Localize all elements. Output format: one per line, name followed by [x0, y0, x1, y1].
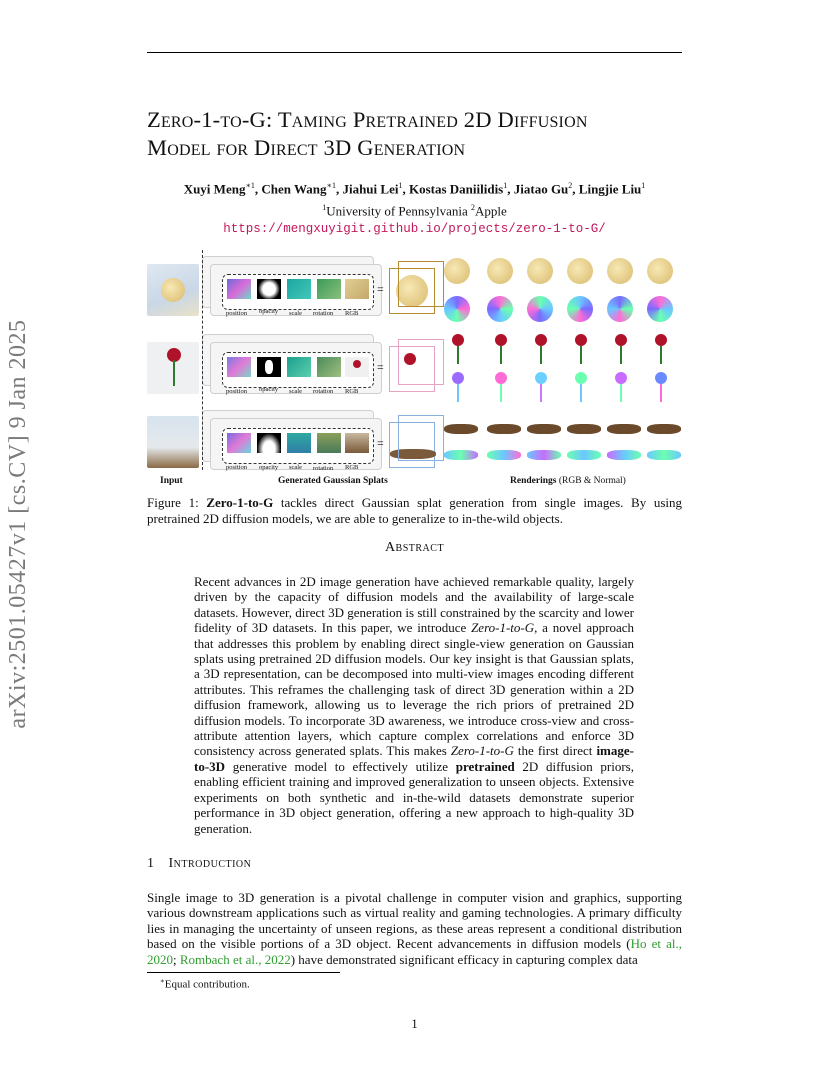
- render-rgb: [573, 334, 589, 364]
- author-sup: 1: [398, 181, 403, 190]
- opacity-map: [257, 279, 281, 299]
- footnote-mark: ∗: [160, 977, 165, 985]
- caption-prefix: Figure 1:: [147, 495, 207, 510]
- render-normal: [533, 372, 549, 402]
- rose-stem: [173, 360, 175, 386]
- splat-stack: [202, 410, 387, 476]
- author-sup: ∗1: [326, 181, 336, 190]
- footnote: [160, 977, 250, 991]
- top-rule: [147, 52, 682, 53]
- abstract-text: 2D diffusion priors, enabling efficient training and improved generalization to unseen objects. Extensive experiments on both synthetic and in-the-wild datasets demonstrate superior performance in 3D object generation, offering a new approach to high-quality 3D generation.: [194, 758, 634, 836]
- render-rgb: [607, 258, 633, 284]
- project-url-link[interactable]: https://mengxuyigit.github.io/projects/zero-1-to-G/: [223, 222, 606, 236]
- attr-label-scale: scale: [289, 464, 302, 471]
- author-sup: 2: [568, 181, 573, 190]
- abstract-heading: Abstract: [384, 540, 445, 555]
- label-renderings: [510, 476, 626, 486]
- attr-label-position: position: [226, 388, 247, 395]
- paper-title: [147, 106, 707, 162]
- equals-sign: =: [377, 360, 384, 374]
- render-normal: [607, 296, 633, 322]
- affil-upenn: University of Pennsylvania: [326, 203, 471, 219]
- intro-text: Single image to 3D generation is a pivotal challenge in computer vision and graphics, supporting various downstream applications such as virtual reality and gaming technologies. A primary difficulty lies in managing the uncertainty of unseen regions, as these areas represent a conditional distribution based on the visible portions of a 3D object. Recent advancements in diffusion models (: [147, 890, 682, 952]
- attr-label-rotation: rotation: [313, 388, 334, 395]
- attr-label-rotation: rotation: [313, 465, 334, 472]
- rotation-map: [317, 433, 341, 453]
- scale-map: [287, 357, 311, 377]
- attr-label-position: position: [226, 464, 247, 471]
- cube-landscape: [389, 422, 435, 468]
- render-rgb: [647, 424, 681, 434]
- render-rgb: [533, 334, 549, 364]
- attr-label-opacity: opacity: [259, 308, 279, 315]
- render-normal: [527, 296, 553, 322]
- divider-dashed: [202, 250, 204, 470]
- render-normal: [487, 296, 513, 322]
- attr-label-scale: scale: [289, 388, 302, 395]
- label-generated-splats: Generated Gaussian Splats: [278, 476, 388, 486]
- attr-label-opacity: opacity: [259, 464, 279, 471]
- splat-attributes-box: [222, 352, 374, 388]
- abstract-text: , a novel approach that addresses this problem by enabling direct single-view generation on Gaussian splats using pretrained 2D diffusion models. Our key insight is that Gaussian splats, a 3D representation, can be decomposed into multi-view images encoding different attributes. This reframes the challenging task of direct 3D generation within a 2D diffusion framework, allowing us to leverage the rich priors of pretrained 2D diffusion models. To incorporate 3D awareness, we introduce cross-view and cross-attribute attention layers, which capture complex correlations and enforce 3D consistency across generated splats. This makes: [194, 620, 634, 759]
- abstract-body: [194, 574, 634, 836]
- author: Xuyi Meng: [183, 181, 246, 197]
- position-map: [227, 433, 251, 453]
- page-number: 1: [411, 1016, 418, 1031]
- author: Jiatao Gu: [513, 181, 569, 197]
- rgb-map: [345, 279, 369, 299]
- author-sup: ∗1: [245, 181, 255, 190]
- scale-map: [287, 433, 311, 453]
- render-normal: [607, 450, 641, 460]
- attr-label-rotation: rotation: [313, 310, 334, 317]
- abstract-text: Recent advances in 2D image generation have achieved remarkable quality, largely driven by the capacity of diffusion models and the availability of large-scale datasets. However, direct 3D generation is still constrained by the scarcity and lower fidelity of 3D datasets. In this paper, we introduce: [194, 574, 634, 636]
- affiliations: [147, 203, 682, 219]
- render-normal: [527, 450, 561, 460]
- input-image-rose: [147, 342, 199, 394]
- title-line-1: Zero-1-to-G: Taming Pretrained 2D Diffusion: [147, 107, 588, 132]
- rose-icon: [404, 353, 416, 365]
- position-map: [227, 357, 251, 377]
- render-normal: [567, 450, 601, 460]
- render-rgb: [444, 258, 470, 284]
- render-normal: [647, 450, 681, 460]
- label-renderings-rest: (RGB & Normal): [556, 476, 626, 486]
- equals-sign: =: [377, 282, 384, 296]
- author-sup: 1: [641, 181, 646, 190]
- footnote-text: Equal contribution.: [164, 978, 250, 991]
- intro-text: ;: [173, 951, 180, 967]
- render-rgb: [444, 424, 478, 434]
- splat-attributes-box: [222, 428, 374, 464]
- figure-row-moon: [147, 256, 682, 328]
- footnote-rule: [147, 972, 340, 973]
- attr-label-position: position: [226, 310, 247, 317]
- render-normal: [493, 372, 509, 402]
- affil-sup: 2: [471, 203, 475, 212]
- abstract-emph: Zero-1-to-G: [450, 743, 514, 759]
- section-heading-introduction: [147, 856, 265, 872]
- affil-sup: 1: [322, 203, 327, 212]
- equals-sign: =: [377, 436, 384, 450]
- render-normal: [444, 296, 470, 322]
- render-rgb: [493, 334, 509, 364]
- title-line-2: Model for Direct 3D Generation: [147, 135, 466, 160]
- rgb-map: [345, 357, 369, 377]
- render-rgb: [487, 258, 513, 284]
- render-rgb: [647, 258, 673, 284]
- author: Chen Wang: [261, 181, 327, 197]
- render-normal: [573, 372, 589, 402]
- attr-label-rgb: RGB: [345, 388, 359, 395]
- render-rgb: [613, 334, 629, 364]
- intro-text: ) have demonstrated significant efficacy in capturing complex data: [290, 951, 638, 967]
- introduction-body: [147, 890, 682, 967]
- render-rgb: [607, 424, 641, 434]
- author: Kostas Daniilidis: [408, 181, 504, 197]
- caption-text: tackles direct Gaussian splat generation from single images. By using pretrained 2D diffusion models, we are able to generalize to in-the-wild objects.: [147, 495, 682, 526]
- moon-icon: [161, 278, 185, 302]
- figure-1: [147, 250, 682, 490]
- render-rgb: [653, 334, 669, 364]
- rotation-map: [317, 279, 341, 299]
- citation-link-rombach[interactable]: Rombach et al., 2022: [179, 951, 291, 967]
- splat-stack: [202, 256, 387, 322]
- label-input: Input: [160, 476, 183, 486]
- section-number: 1: [147, 856, 155, 871]
- abstract-text: the first direct: [513, 743, 597, 759]
- cube-rose: [389, 346, 435, 392]
- terrain-icon: [390, 449, 436, 459]
- opacity-map: [257, 433, 281, 453]
- author-sup: 1: [503, 181, 508, 190]
- render-rgb: [487, 424, 521, 434]
- render-normal: [613, 372, 629, 402]
- rotation-map: [317, 357, 341, 377]
- author: Lingjie Liu: [578, 181, 642, 197]
- attr-label-rgb: RGB: [345, 464, 359, 471]
- position-map: [227, 279, 251, 299]
- scale-map: [287, 279, 311, 299]
- attr-label-opacity: opacity: [259, 386, 279, 393]
- render-normal: [567, 296, 593, 322]
- render-rgb: [527, 258, 553, 284]
- cube-moon: [389, 268, 435, 314]
- input-image-landscape: [147, 416, 199, 468]
- abstract-bold: pretrained: [455, 758, 515, 774]
- label-renderings-bold: Renderings: [510, 476, 557, 486]
- render-rgb: [567, 424, 601, 434]
- author-list: Xuyi Meng$^{∗1}$, Chen Wang$^{∗1}$, Jiahui Lei$^1$, Kostas Daniilidis$^1$, Jiatao Gu$^2$, Lingjie Liu$^1$: [183, 181, 646, 197]
- abstract-emph: Zero-1-to-G: [471, 620, 535, 636]
- splat-attributes-box: [222, 274, 374, 310]
- attr-label-scale: scale: [289, 310, 302, 317]
- render-rgb: [450, 334, 466, 364]
- abstract-text: generative model to effectively utilize: [225, 758, 456, 774]
- render-normal: [647, 296, 673, 322]
- rgb-map: [345, 433, 369, 453]
- attr-label-rgb: RGB: [345, 310, 359, 317]
- render-rgb: [567, 258, 593, 284]
- render-normal: [653, 372, 669, 402]
- figure-caption: [147, 495, 682, 527]
- arxiv-id[interactable]: arXiv:2501.05427v1 [cs.CV] 9 Jan 2025: [5, 319, 31, 729]
- figure-row-landscape: [147, 410, 682, 482]
- render-normal: [450, 372, 466, 402]
- caption-bold: Zero-1-to-G: [206, 495, 274, 510]
- splat-stack: [202, 334, 387, 400]
- render-normal: [487, 450, 521, 460]
- render-normal: [444, 450, 478, 460]
- input-image-moon: [147, 264, 199, 316]
- author: Jiahui Lei: [342, 181, 399, 197]
- affil-apple: Apple: [475, 203, 507, 219]
- abstract-bold: image-to-3D: [194, 743, 634, 774]
- opacity-map: [257, 357, 281, 377]
- moon-icon: [396, 275, 428, 307]
- render-rgb: [527, 424, 561, 434]
- figure-row-rose: [147, 334, 682, 406]
- section-title: Introduction: [168, 856, 252, 871]
- citation-link-ho[interactable]: Ho et al., 2020: [147, 936, 682, 967]
